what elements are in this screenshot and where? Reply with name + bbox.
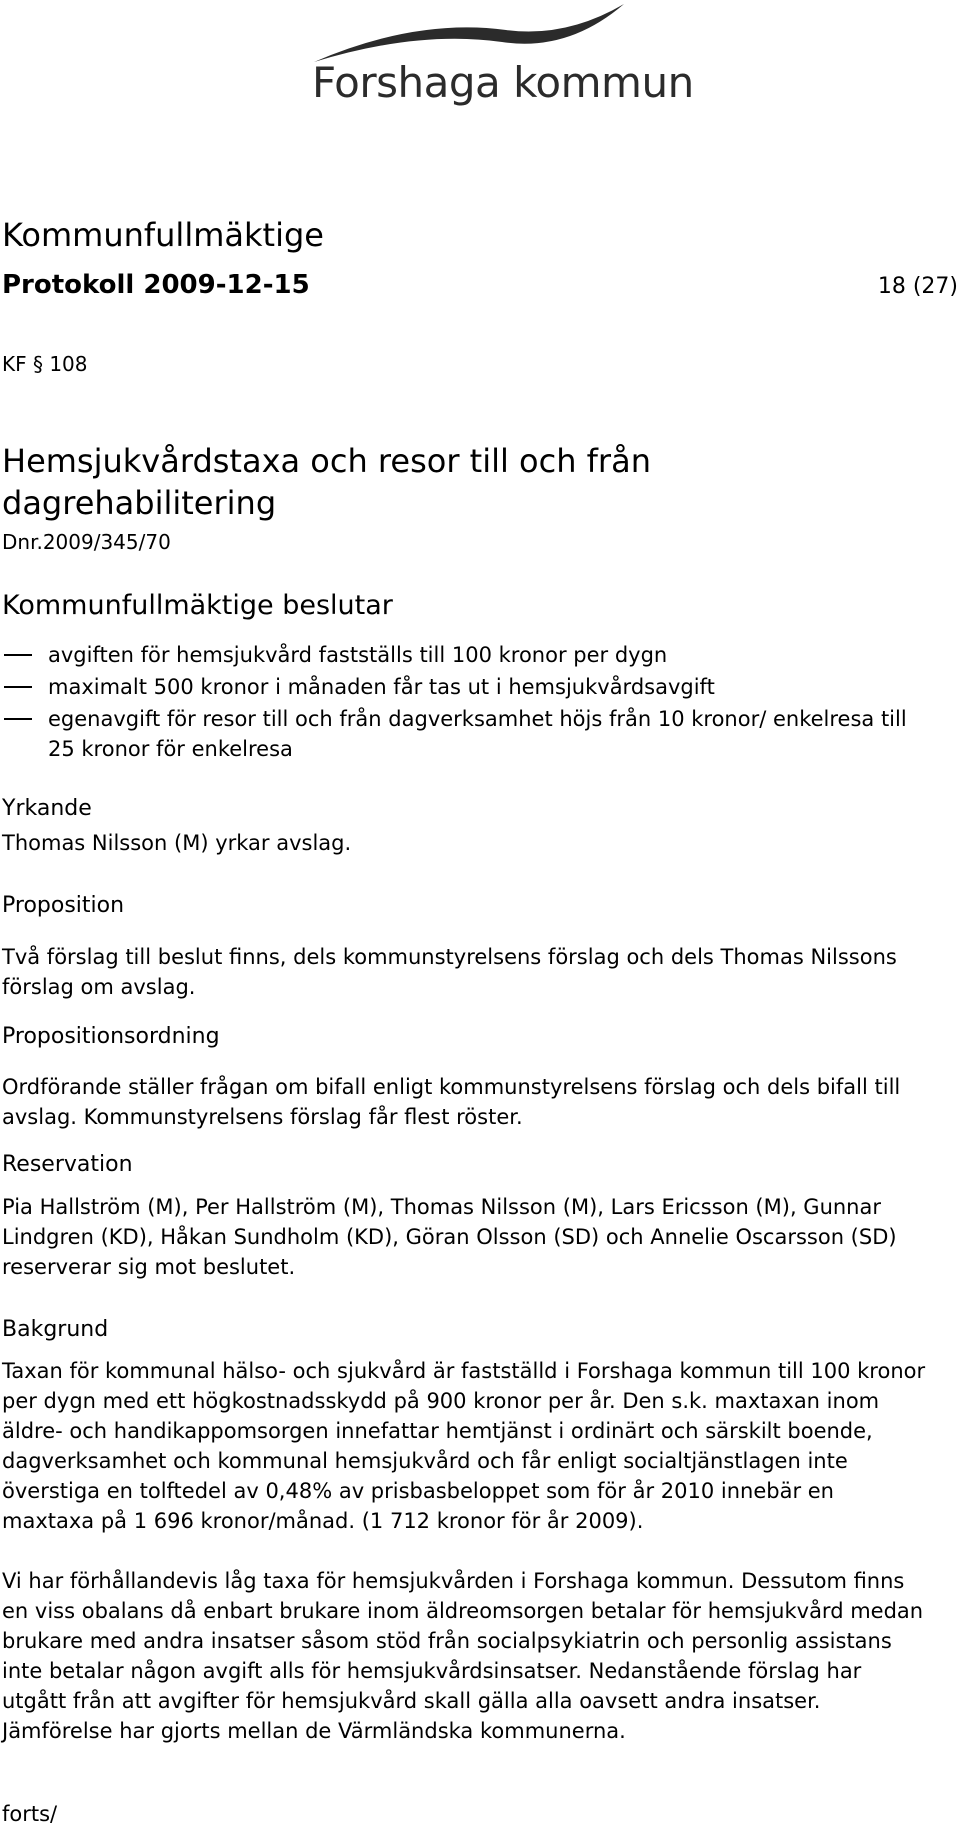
dash-icon xyxy=(4,686,32,688)
page-number: 18 (27) xyxy=(877,274,958,299)
yrkande-text: Thomas Nilsson (M) yrkar avslag. xyxy=(2,831,352,855)
forshaga-logo xyxy=(306,0,694,118)
proposition-heading: Proposition xyxy=(2,893,125,918)
bakgrund-heading: Bakgrund xyxy=(2,1317,109,1342)
list-item: avgiften för hemsjukvård fastställs till 100 kronor per dygn xyxy=(2,640,932,670)
bakgrund-paragraph-2: Vi har förhållandevis låg taxa för hemsjukvården i Forshaga kommun. Dessutom finns en viss obalans då enbart brukare inom äldreomsorgen betalar för hemsjukvård medan brukare med andra insatser såsom stöd från socialpsykiatrin och personlig assistans inte betalar någon avgift alls för hemsjukvårdsinsatser. Nedanstående förslag har utgått från att avgifter för hemsjukvård skall gälla alla oavsett andra insatser. Jämförelse har gjorts mellan de Värmländska kommunerna. xyxy=(2,1569,924,1743)
dash-icon xyxy=(4,718,32,720)
yrkande-heading: Yrkande xyxy=(2,796,92,821)
paragraph-number: KF § 108 xyxy=(2,352,88,376)
dash-icon xyxy=(4,654,32,656)
item-title: Hemsjukvårdstaxa och resor till och från dagrehabilitering xyxy=(2,442,651,522)
logo-wordmark: Forshaga kommun xyxy=(312,58,694,107)
propositionsordning-text: Ordförande ställer frågan om bifall enligt kommunstyrelsens förslag och dels bifall till avslag. Kommunstyrelsens förslag får flest röster. xyxy=(2,1075,901,1129)
list-item: egenavgift för resor till och från dagverksamhet höjs från 10 kronor/ enkelresa till 25 kronor för enkelresa xyxy=(2,704,932,764)
proposition-text: Två förslag till beslut finns, dels kommunstyrelsens förslag och dels Thomas Nilssons förslag om avslag. xyxy=(2,945,897,999)
body-heading: Kommunfullmäktige xyxy=(2,216,324,254)
list-item: maximalt 500 kronor i månaden får tas ut i hemsjukvårdsavgift xyxy=(2,672,932,702)
propositionsordning-heading: Propositionsordning xyxy=(2,1024,220,1049)
decision-list xyxy=(2,640,932,766)
decision-heading: Kommunfullmäktige beslutar xyxy=(2,590,393,621)
bakgrund-paragraph-1: Taxan för kommunal hälso- och sjukvård är fastställd i Forshaga kommun till 100 kronor per dygn med ett högkostnadsskydd på 900 kronor per år. Den s.k. maxtaxan inom äldre- och handikappomsorgen innefattar hemtjänst i ordinärt och särskilt boende, dagverksamhet och kommunal hemsjukvård och får enligt socialtjänstlagen inte överstiga en tolftedel av 0,48% av prisbasbeloppet som för år 2010 innebär en maxtaxa på 1 696 kronor/månad. (1 712 kronor för år 2009). xyxy=(2,1359,926,1533)
registration-number: Dnr.2009/345/70 xyxy=(2,530,171,554)
continued-note: forts/ xyxy=(2,1802,58,1826)
reservation-text: Pia Hallström (M), Per Hallström (M), Thomas Nilsson (M), Lars Ericsson (M), Gunnar Lindgren (KD), Håkan Sundholm (KD), Göran Olsson (SD) och Annelie Oscarsson (SD) reserverar sig mot beslutet. xyxy=(2,1195,897,1279)
reservation-heading: Reservation xyxy=(2,1152,133,1177)
protocol-date: Protokoll 2009-12-15 xyxy=(2,270,310,300)
